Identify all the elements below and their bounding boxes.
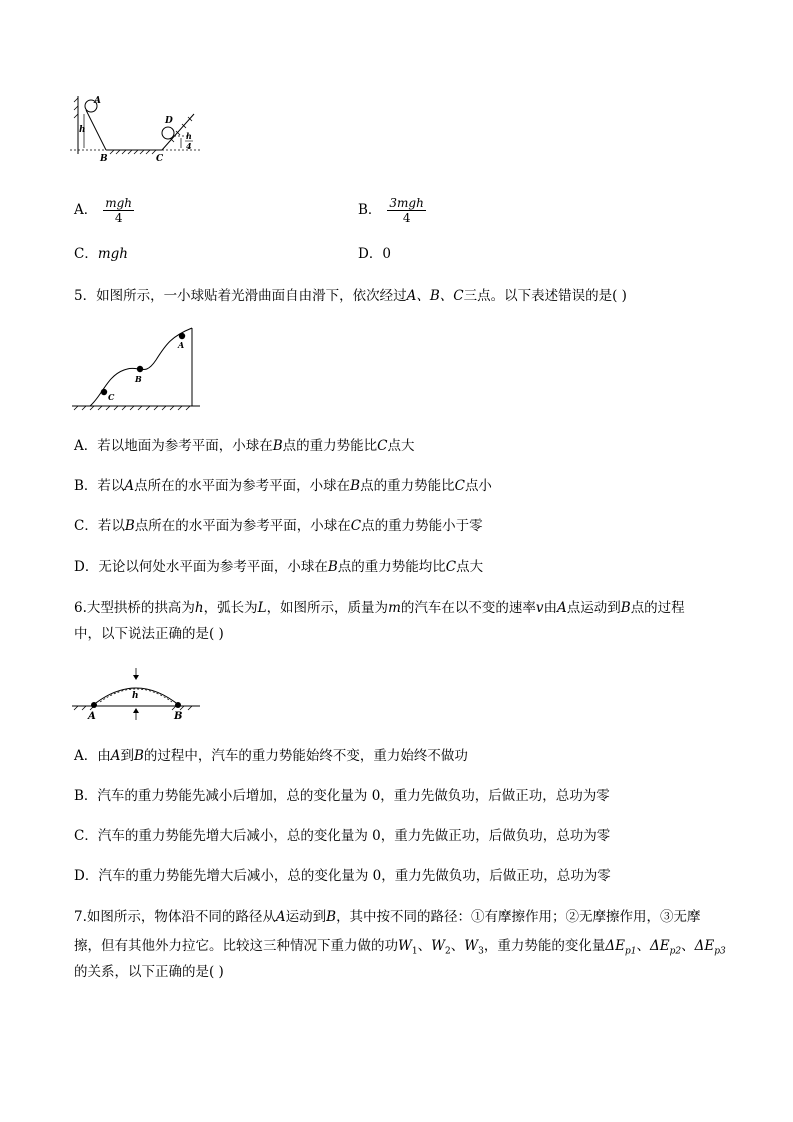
- fig5-label-a: A: [178, 340, 185, 350]
- figure-arch-bridge: [72, 666, 202, 724]
- q6-option-d: D．汽车的重力势能先增大后减小，总的变化量为 0，重力先做负功，后做正功，总功为零: [74, 868, 611, 884]
- q5-option-d: D．无论以何处水平面为参考平面，小球在B点的重力势能均比C点大: [74, 559, 484, 575]
- q6-option-a: A．由A到B的过程中，汽车的重力势能始终不变，重力始终不做功: [74, 748, 468, 764]
- fig1-label-c: C: [156, 154, 164, 164]
- fig1-label-h4-den: 4: [186, 141, 192, 151]
- fig6-label-h: h: [132, 691, 139, 701]
- fig1-label-h: h: [79, 125, 86, 135]
- fig5-label-b: B: [135, 374, 142, 384]
- fig1-label-h4-num: h: [186, 131, 192, 141]
- figure-curved-surface: [72, 326, 202, 412]
- q5-option-a: A．若以地面为参考平面，小球在B点的重力势能比C点大: [74, 438, 415, 454]
- q7-stem-line2: 擦，但有其他外力拉它。比较这三种情况下重力做的功$W_1$、$W_2$、$W_3$，重力势能的变化量$\Delta E_{p1}$、$\Delta E_{p2}$、$\Delta E_{p3}$: [74, 938, 726, 957]
- fig1-label-a: A: [94, 96, 101, 106]
- q5-option-b: B．若以A点所在的水平面为参考平面，小球在B点的重力势能比C点小: [74, 478, 492, 494]
- fig6-label-a: A: [88, 711, 96, 722]
- q6-option-c: C．汽车的重力势能先增大后减小，总的变化量为 0，重力先做正功，后做负功，总功为零: [74, 828, 611, 844]
- figure-slope-abcd: [70, 92, 210, 164]
- q7-stem-line3: 的关系，以下正确的是( ): [74, 964, 224, 980]
- fig1-label-b: B: [100, 154, 108, 164]
- q6-option-b: B．汽车的重力势能先减小后增加，总的变化量为 0，重力先做负功，后做正功，总功为零: [74, 788, 610, 804]
- q4-option-c: C．mgh: [74, 246, 128, 262]
- q4-option-d: D．0: [358, 246, 391, 262]
- fig1-label-d: D: [165, 116, 173, 126]
- q6-stem-line2: 中，以下说法正确的是( ): [74, 626, 224, 642]
- q5-stem: 5．如图所示，一小球贴着光滑曲面自由滑下，依次经过A、B、C三点。以下表述错误的是( ): [74, 288, 627, 304]
- q7-stem-line1: 7.如图所示，物体沿不同的路径从A运动到B，其中按不同的路径：①有摩擦作用；②无摩擦作用，③无摩: [74, 909, 701, 925]
- q5-option-c: C．若以B点所在的水平面为参考平面，小球在C点的重力势能小于零: [74, 518, 483, 534]
- fig6-label-b: B: [174, 711, 183, 722]
- q4-option-b: B． $\frac{\text{3mgh}}{4}$: [358, 196, 424, 225]
- q4-option-a: A． $\frac{\text{mgh}}{4}$: [74, 196, 133, 225]
- q6-stem: 6.大型拱桥的拱高为h，弧长为L，如图所示，质量为m的汽车在以不变的速率v由A点运动到B点的过程: [74, 600, 685, 616]
- fig5-label-c: C: [108, 392, 115, 402]
